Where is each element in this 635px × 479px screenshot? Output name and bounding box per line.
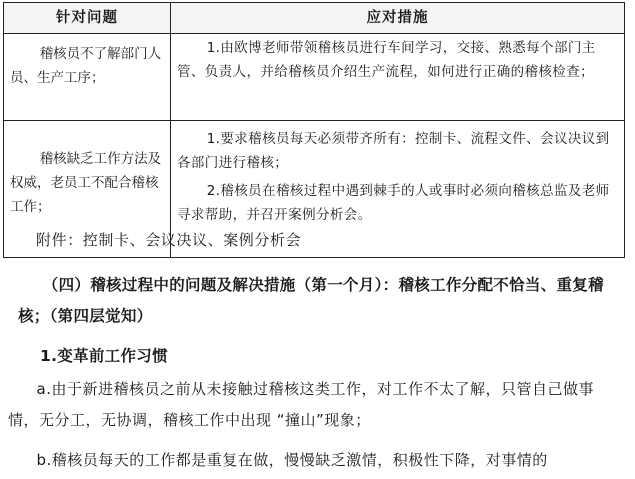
header-issue: 针对问题	[4, 3, 171, 34]
measure-item: 2.稽核员在稽核过程中遇到棘手的人或事时必须向稽核总监及老师寻求帮助，并召开案例分析会。	[177, 183, 610, 223]
measure-cell	[171, 34, 625, 121]
sub-heading: 1.变革前工作习惯	[40, 347, 168, 365]
table-row	[4, 34, 625, 121]
paragraph-a: a.由于新进稽核员之前从未接触过稽核这类工作，对工作不太了解，只管自己做事情，无分工，无协调，稽核工作中出现 “撞山”现象；	[8, 380, 594, 429]
header-measure: 应对措施	[171, 3, 625, 34]
issue-cell: 稽核缺乏工作方法及权威，老员工不配合稽核工作；	[4, 121, 171, 258]
measure-item: 1.要求稽核员每天必须带齐所有：控制卡、流程文件、会议决议到各部门进行稽核；	[177, 131, 610, 171]
measure-item: 1.由欧博老师带领稽核员进行车间学习，交接、熟悉每个部门主管、负责人，并给稽核员介绍生产流程，如何进行正确的稽核检查；	[177, 40, 596, 80]
issues-measures-table	[3, 2, 625, 258]
issue-cell: 稽核员不了解部门人员、生产工序；	[4, 34, 171, 121]
section-heading: （四）稽核过程中的问题及解决措施（第一个月）：稽核工作分配不恰当、重复稽核；（第四层觉知）	[18, 276, 604, 325]
attachment-note: 附件：控制卡、会议决议、案例分析会	[36, 231, 302, 249]
paragraph-b: b.稽核员每天的工作都是重复在做，慢慢缺乏激情，积极性下降，对事情的	[36, 451, 548, 469]
table-header-row	[4, 3, 625, 34]
